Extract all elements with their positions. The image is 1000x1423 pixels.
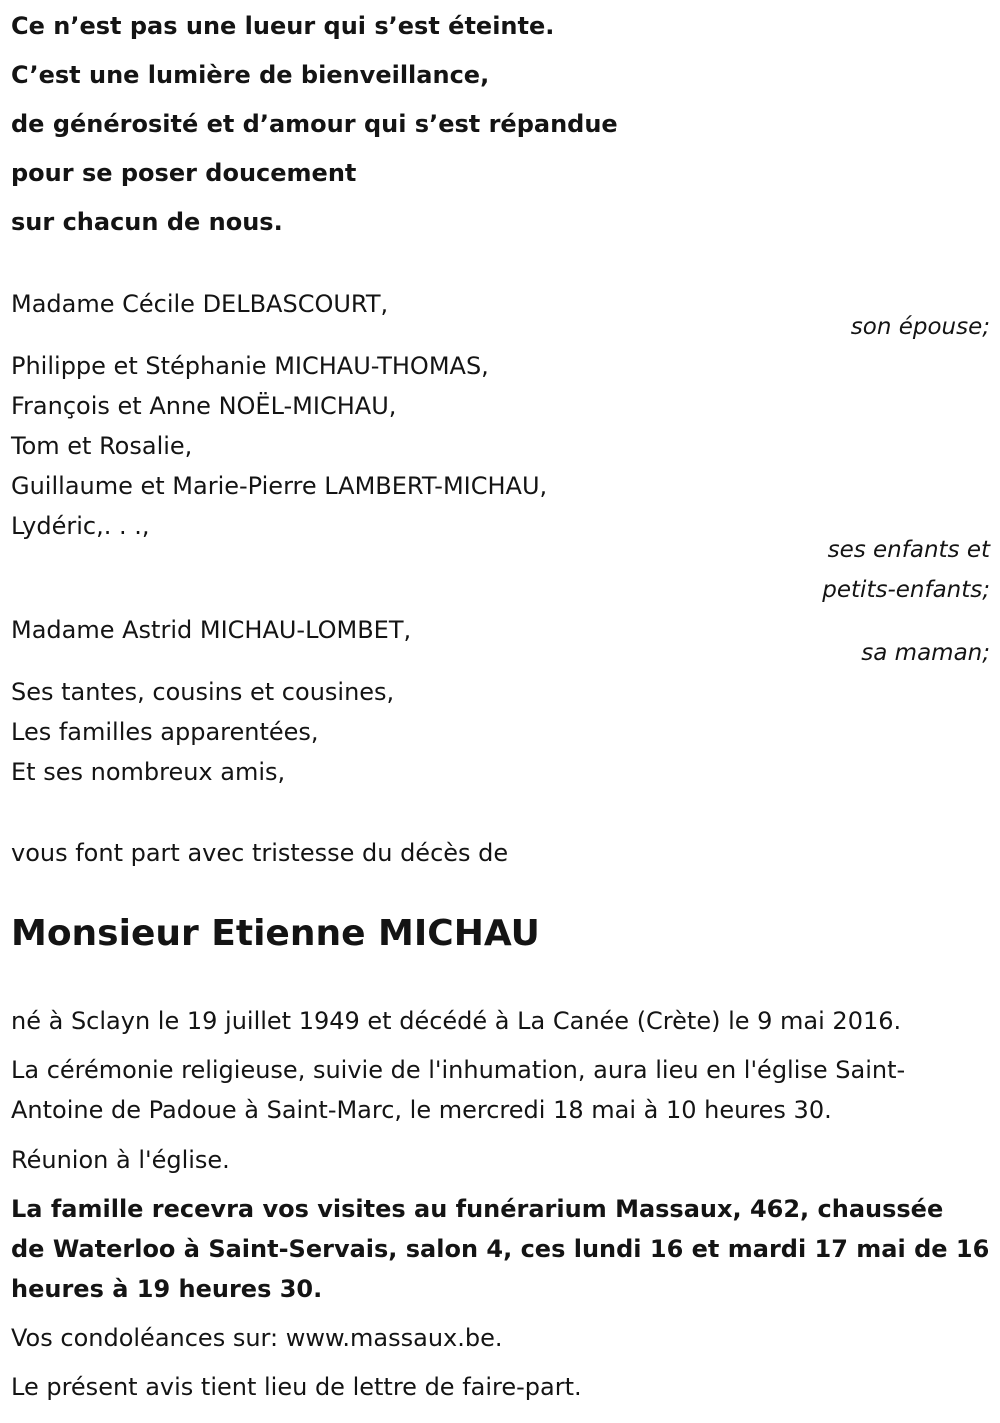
meeting-info: Réunion à l'église. xyxy=(11,1146,230,1174)
children-relation-1: ses enfants et xyxy=(827,537,990,563)
poem-line-3: de générosité et d’amour qui s’est répandue xyxy=(11,110,618,138)
spouse-name: Madame Cécile DELBASCOURT, xyxy=(11,290,389,318)
child-name: François et Anne NOËL-MICHAU, xyxy=(11,392,397,420)
mother-relation: sa maman; xyxy=(861,640,990,666)
visits-info-3: heures à 19 heures 30. xyxy=(11,1275,323,1303)
children-relation-2: petits-enfants; xyxy=(822,577,990,603)
child-name: Philippe et Stéphanie MICHAU-THOMAS, xyxy=(11,352,489,380)
other-relatives: Les familles apparentées, xyxy=(11,718,319,746)
poem-line-4: pour se poser doucement xyxy=(11,159,357,187)
deceased-name: Monsieur Etienne MICHAU xyxy=(11,913,540,954)
ceremony-info-2: Antoine de Padoue à Saint-Marc, le mercredi 18 mai à 10 heures 30. xyxy=(11,1096,832,1124)
announcement-text: vous font part avec tristesse du décès de xyxy=(11,839,509,867)
mother-name: Madame Astrid MICHAU-LOMBET, xyxy=(11,616,412,644)
child-name: Guillaume et Marie-Pierre LAMBERT-MICHAU, xyxy=(11,472,548,500)
birth-death-info: né à Sclayn le 19 juillet 1949 et décédé à La Canée (Crète) le 9 mai 2016. xyxy=(11,1007,902,1035)
poem-line-1: Ce n’est pas une lueur qui s’est éteinte. xyxy=(11,12,555,40)
other-relatives: Et ses nombreux amis, xyxy=(11,758,286,786)
notice-info: Le présent avis tient lieu de lettre de faire-part. xyxy=(11,1373,582,1401)
ceremony-info-1: La cérémonie religieuse, suivie de l'inhumation, aura lieu en l'église Saint- xyxy=(11,1056,906,1084)
poem-line-5: sur chacun de nous. xyxy=(11,208,283,236)
spouse-relation: son épouse; xyxy=(850,314,990,340)
child-name: Lydéric,. . ., xyxy=(11,512,150,540)
visits-info-1: La famille recevra vos visites au funérarium Massaux, 462, chaussée xyxy=(11,1195,944,1223)
poem-line-2: C’est une lumière de bienveillance, xyxy=(11,61,490,89)
other-relatives: Ses tantes, cousins et cousines, xyxy=(11,678,395,706)
child-name: Tom et Rosalie, xyxy=(11,432,193,460)
visits-info-2: de Waterloo à Saint-Servais, salon 4, ces lundi 16 et mardi 17 mai de 16 xyxy=(11,1235,990,1263)
condolences-info: Vos condoléances sur: www.massaux.be. xyxy=(11,1324,503,1352)
